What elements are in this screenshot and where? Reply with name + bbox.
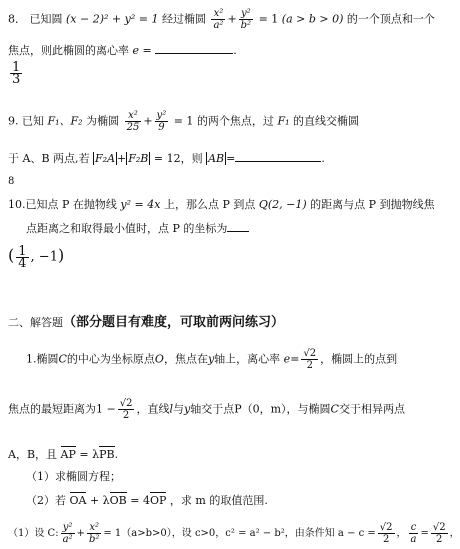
- q9-line2: 于 A、B 两点,若 F₂A + F₂B = 12，则 AB = .: [8, 152, 325, 165]
- q9-line1: 9. 已知 F₁、F₂ 为椭圆 $\frac{\text{x²}}{25}$ + $\frac{\text{y²}}{9}$ = 1 的两个焦点，过 F₁ 的直线交椭圆: [8, 110, 359, 133]
- q8-number: 8．: [8, 12, 26, 26]
- problem1-line2: 焦点的最短距离为1 − $\frac{√2}{2}$ ，直线l与y轴交于点P（0，m），与椭圆C交于相异两点: [8, 398, 405, 421]
- answer-blank: [155, 53, 233, 54]
- q9-answer: 8: [8, 176, 15, 187]
- q10-line2: 点距离之和取得最小值时，点 P 的坐标为: [26, 222, 249, 236]
- answer-blank: [227, 231, 249, 232]
- problem1-line1: 1.椭圆C的中心为坐标原点O，焦点在y轴上，离心率 e= $\frac{√2}{2}$ ，椭圆上的点到: [26, 348, 398, 371]
- q10-answer: ( $\frac{1}{4}$ , −1): [8, 244, 65, 271]
- q8-line2: 焦点，则此椭圆的离心率 e = .: [8, 44, 237, 57]
- answer-blank: [235, 161, 321, 162]
- q8-answer: $\frac{1}{3}$: [12, 60, 21, 87]
- q10-line1: 10.已知点 P 在抛物线 y² = 4x 上，那么点 P 到点 Q(2, −1) 的距离与点 P 到抛物线焦: [8, 198, 435, 211]
- q8-line1: 8． 已知圆 (x − 2)² + y² = 1 经过椭圆 $\frac{\text{x²}}{\text{a²}}$ + $\frac{\text{y²}}{\text{b²}}$ = 1 (a > b > 0) 的一个顶点和一个: [8, 8, 435, 31]
- problem1-solution: （1）设 C: $\frac{\text{y²}}{\text{a²}}$ + $\frac{\text{x²}}{\text{b²}}$ = 1（a>b>0），设 c>0，c² = a² − b²，由条件知 a − c = $\frac{√2}{2}$ ， $\frac{c}{a}$ = $\frac{√2}{2}$ ，: [8, 522, 460, 545]
- section-heading: 二、解答题（部分题目有难度，可取前两问练习）: [8, 315, 285, 330]
- q10-number: 10.: [8, 198, 26, 211]
- problem1-sub2: （2）若 OA + λOB = 4OP ，求 m 的取值范围.: [26, 494, 268, 507]
- problem1-line3: A，B，且 AP = λPB.: [8, 448, 119, 461]
- problem1-sub1: （1）求椭圆方程；: [26, 470, 121, 483]
- q9-number: 9.: [8, 114, 19, 128]
